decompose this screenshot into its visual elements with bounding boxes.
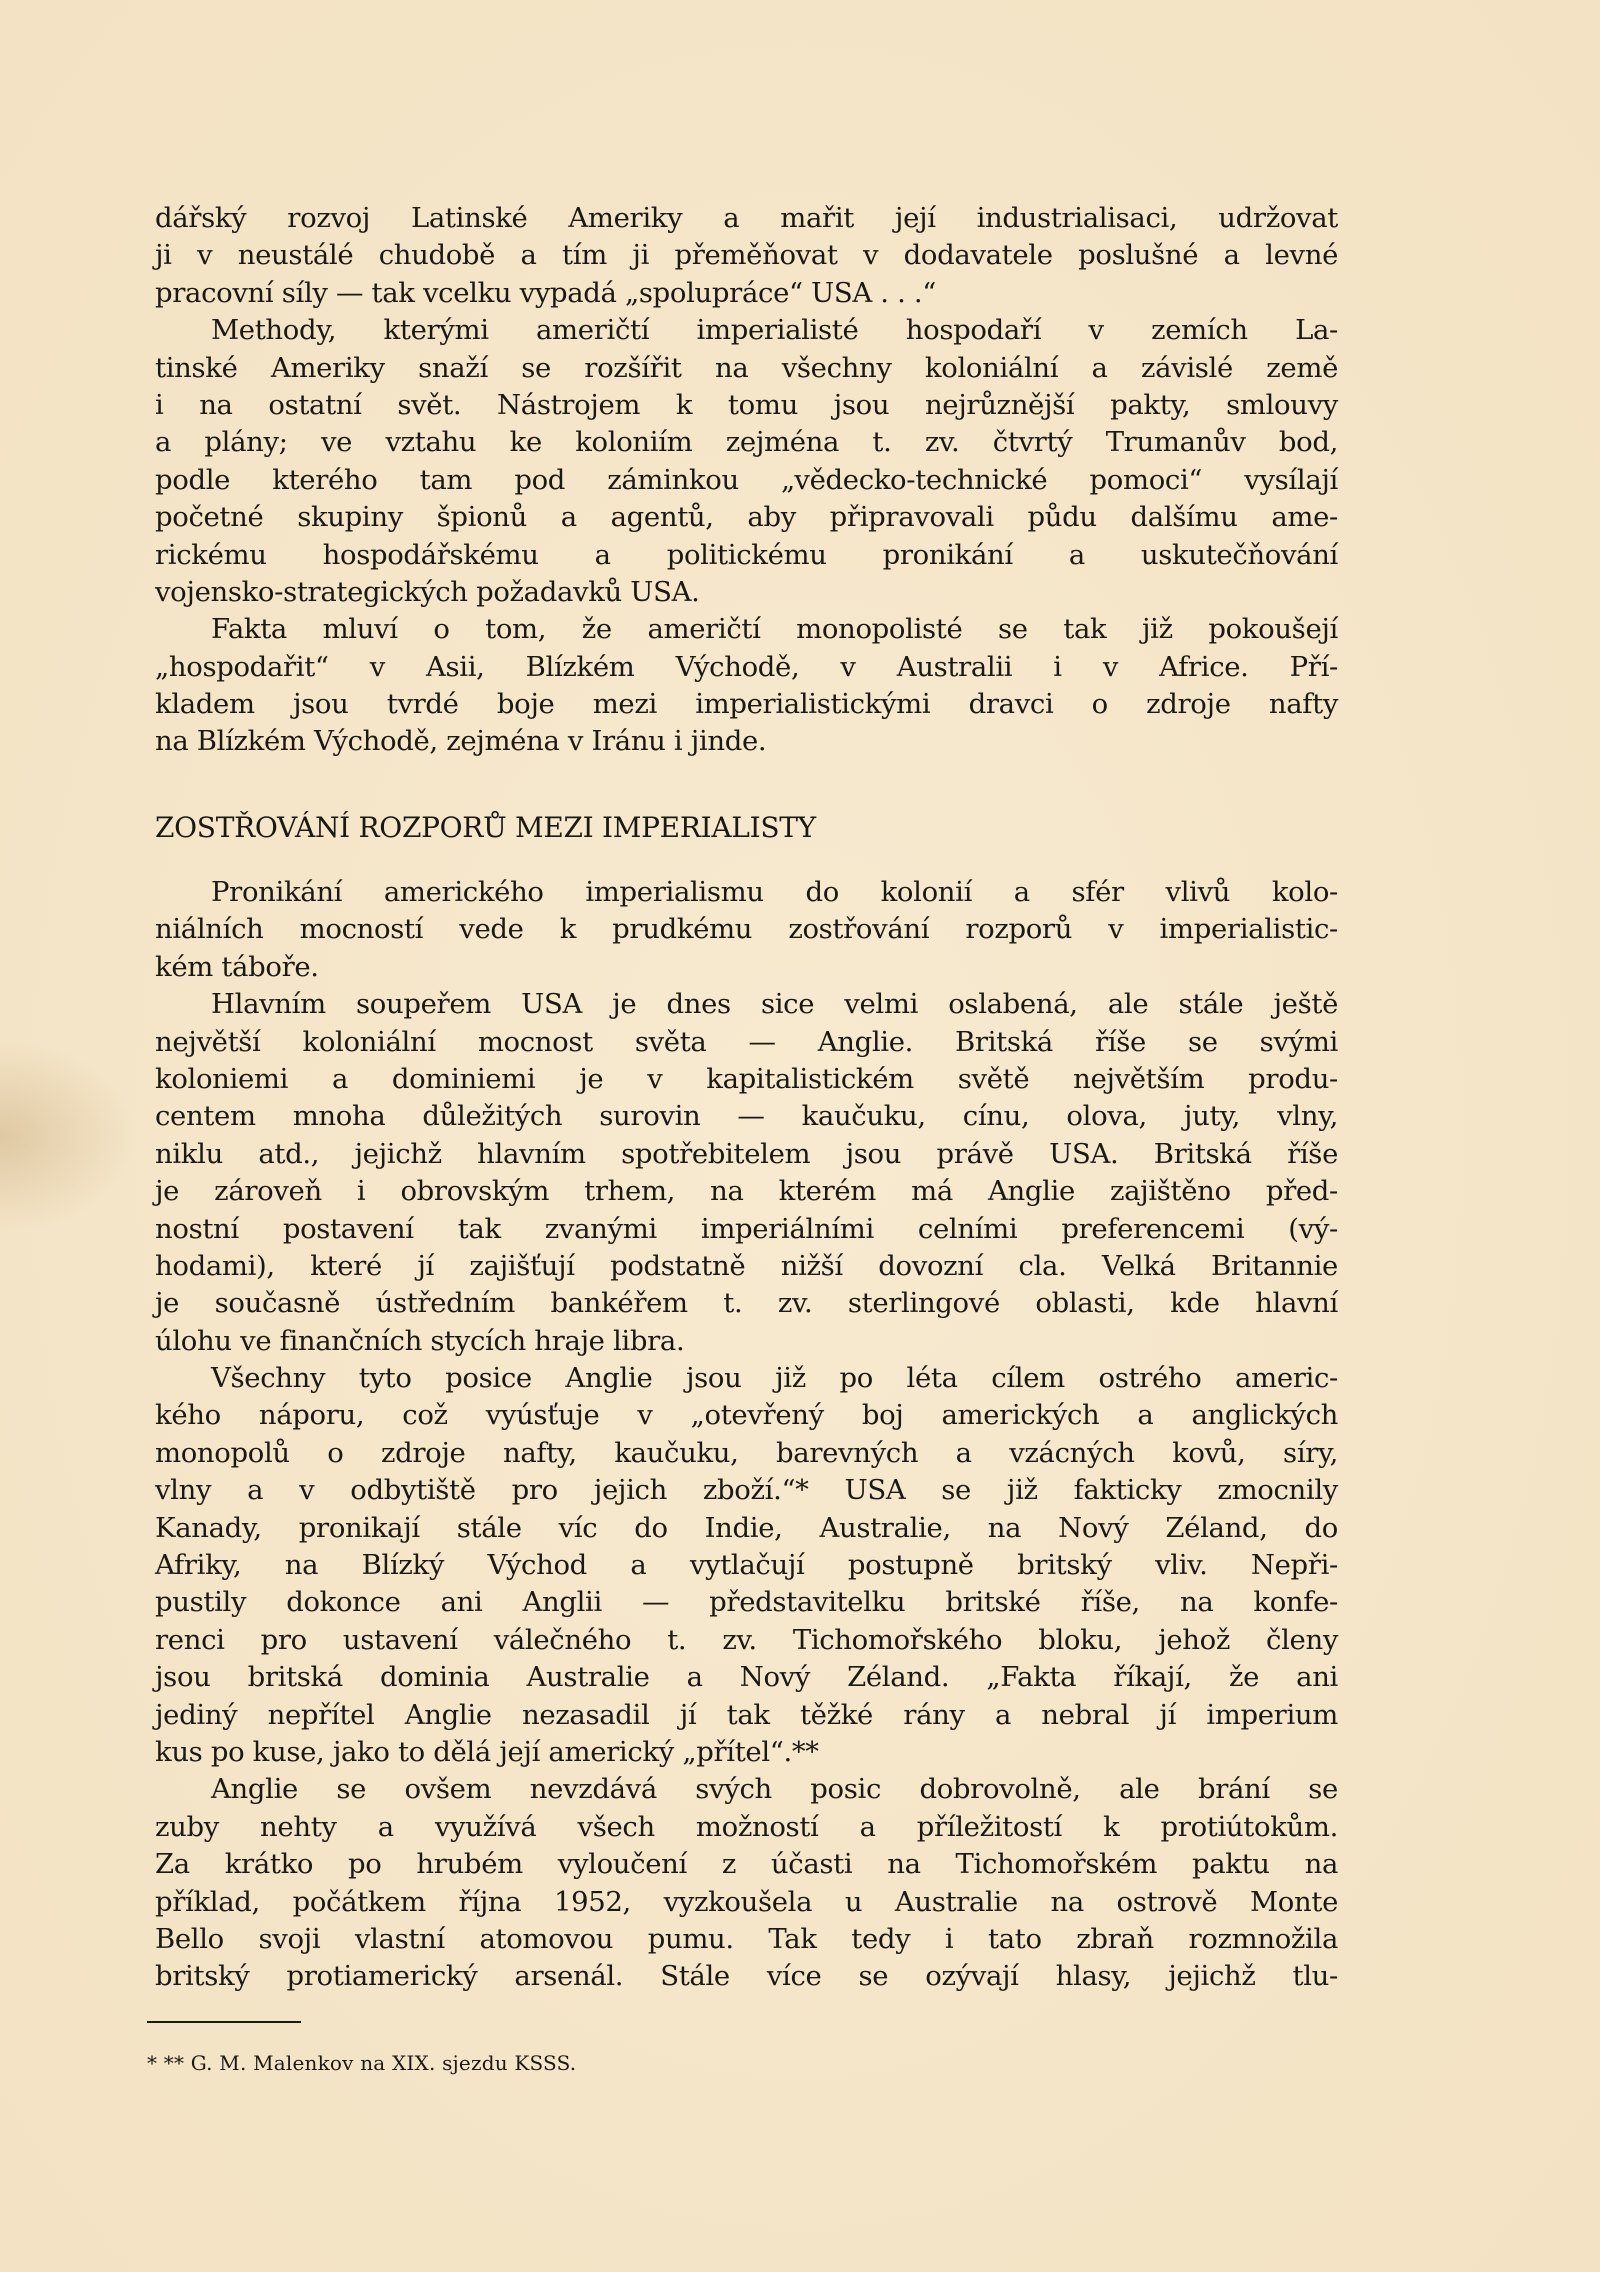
text-line: jsou britská dominia Australie a Nový Zéland. „Fakta říkají, že ani [155,1661,1338,1694]
text-line: koloniemi a dominiemi je v kapitalistickém světě největším produ- [155,1062,1338,1095]
section-1-text [155,200,1338,761]
footnote: * ** G. M. Malenkov na XIX. sjezdu KSSS. [147,2051,577,2075]
text-line: niklu atd., jejichž hlavním spotřebitelem jsou právě USA. Britská říše [155,1137,1338,1170]
text-line: Za krátko po hrubém vyloučení z účasti na Tichomořském paktu na [155,1848,1338,1881]
text-line: příklad, počátkem října 1952, vyzkoušela u Australie na ostrově Monte [155,1885,1338,1918]
text-line: centem mnoha důležitých surovin — kaučuku, cínu, olova, juty, vlny, [155,1100,1338,1133]
text-line: pracovní síly — tak vcelku vypadá „spolupráce“ USA . . .“ [155,276,936,309]
text-line: kladem jsou tvrdé boje mezi imperialistickými dravci o zdroje nafty [155,688,1338,721]
text-line: ji v neustálé chudobě a tím ji přeměňovat v dodavatele poslušné a levné [155,239,1338,272]
text-line: Všechny tyto posice Anglie jsou již po léta cílem ostrého americ- [211,1362,1338,1395]
text-line: britský protiamerický arsenál. Stále více se ozývají hlasy, jejichž tlu- [155,1960,1338,1993]
text-line: vojensko-strategických požadavků USA. [155,575,700,608]
text-line: je zároveň i obrovským trhem, na kterém má Anglie zajištěno před- [155,1175,1338,1208]
text-line: zuby nehty a využívá všech možností a příležitostí k protiútokům. [155,1810,1338,1843]
text-line: kého náporu, což vyúsťuje v „otevřený boj amerických a anglických [155,1399,1338,1432]
text-line: Afriky, na Blízký Východ a vytlačují postupně britský vliv. Nepři- [155,1549,1338,1582]
text-line: tinské Ameriky snaží se rozšířit na všechny koloniální a závislé země [155,351,1338,384]
text-line: monopolů o zdroje nafty, kaučuku, barevných a vzácných kovů, síry, [155,1436,1338,1469]
section-heading: ZOSTŘOVÁNÍ ROZPORŮ MEZI IMPERIALISTY [155,811,816,844]
text-line: je současně ústředním bankéřem t. zv. sterlingové oblasti, kde hlavní [155,1287,1338,1320]
text-line: na Blízkém Východě, zejména v Iránu i jinde. [155,725,767,758]
text-line: pustily dokonce ani Anglii — představitelku britské říše, na konfe- [155,1586,1338,1619]
text-line: Anglie se ovšem nevzdává svých posic dobrovolně, ale brání se [211,1773,1338,1806]
text-line: nostní postavení tak zvanými imperiálními celními preferencemi (vý- [155,1212,1338,1245]
text-line: Hlavním soupeřem USA je dnes sice velmi oslabená, ale stále ještě [211,988,1338,1021]
text-line: Methody, kterými američtí imperialisté hospodaří v zemích La- [211,314,1338,347]
text-line: Bello svoji vlastní atomovou pumu. Tak tedy i tato zbraň rozmnožila [155,1922,1338,1955]
text-line: úlohu ve finančních stycích hraje libra. [155,1324,685,1357]
text-line: jediný nepřítel Anglie nezasadil jí tak těžké rány a nebral jí imperium [155,1698,1338,1731]
text-line: Pronikání amerického imperialismu do kolonií a sfér vlivů kolo- [211,876,1338,908]
section-2-text [155,874,1338,1996]
text-line: i na ostatní svět. Nástrojem k tomu jsou nejrůznější pakty, smlouvy [155,388,1338,421]
text-line: renci pro ustavení válečného t. zv. Tichomořského bloku, jehož členy [155,1623,1338,1656]
text-line: Kanady, pronikají stále víc do Indie, Australie, na Nový Zéland, do [155,1511,1338,1544]
footnote-divider [147,2021,301,2023]
text-line: niálních mocností vede k prudkému zostřování rozporů v imperialistic- [155,913,1338,946]
text-line: Fakta mluví o tom, že američtí monopolisté se tak již pokoušejí [211,613,1338,646]
text-line: podle kterého tam pod záminkou „vědecko-technické pomoci“ vysílají [155,463,1338,496]
text-line: dářský rozvoj Latinské Ameriky a mařit její industrialisaci, udržovat [155,202,1338,234]
text-line: kém táboře. [155,950,319,983]
text-line: hodami), které jí zajišťují podstatně nižší dovozní cla. Velká Britannie [155,1249,1338,1282]
text-line: největší koloniální mocnost světa — Anglie. Britská říše se svými [155,1025,1338,1058]
text-line: a plány; ve vztahu ke koloniím zejména t. zv. čtvrtý Trumanův bod, [155,426,1338,459]
text-line: početné skupiny špionů a agentů, aby připravovali půdu dalšímu ame- [155,501,1338,534]
text-line: rickému hospodářskému a politickému pronikání a uskutečňování [155,538,1338,571]
text-line: vlny a v odbytiště pro jejich zboží.“* USA se již fakticky zmocnily [155,1474,1338,1507]
text-line: „hospodařit“ v Asii, Blízkém Východě, v Australii i v Africe. Pří- [155,650,1338,683]
text-line: kus po kuse, jako to dělá její americký „přítel“.** [155,1735,819,1768]
